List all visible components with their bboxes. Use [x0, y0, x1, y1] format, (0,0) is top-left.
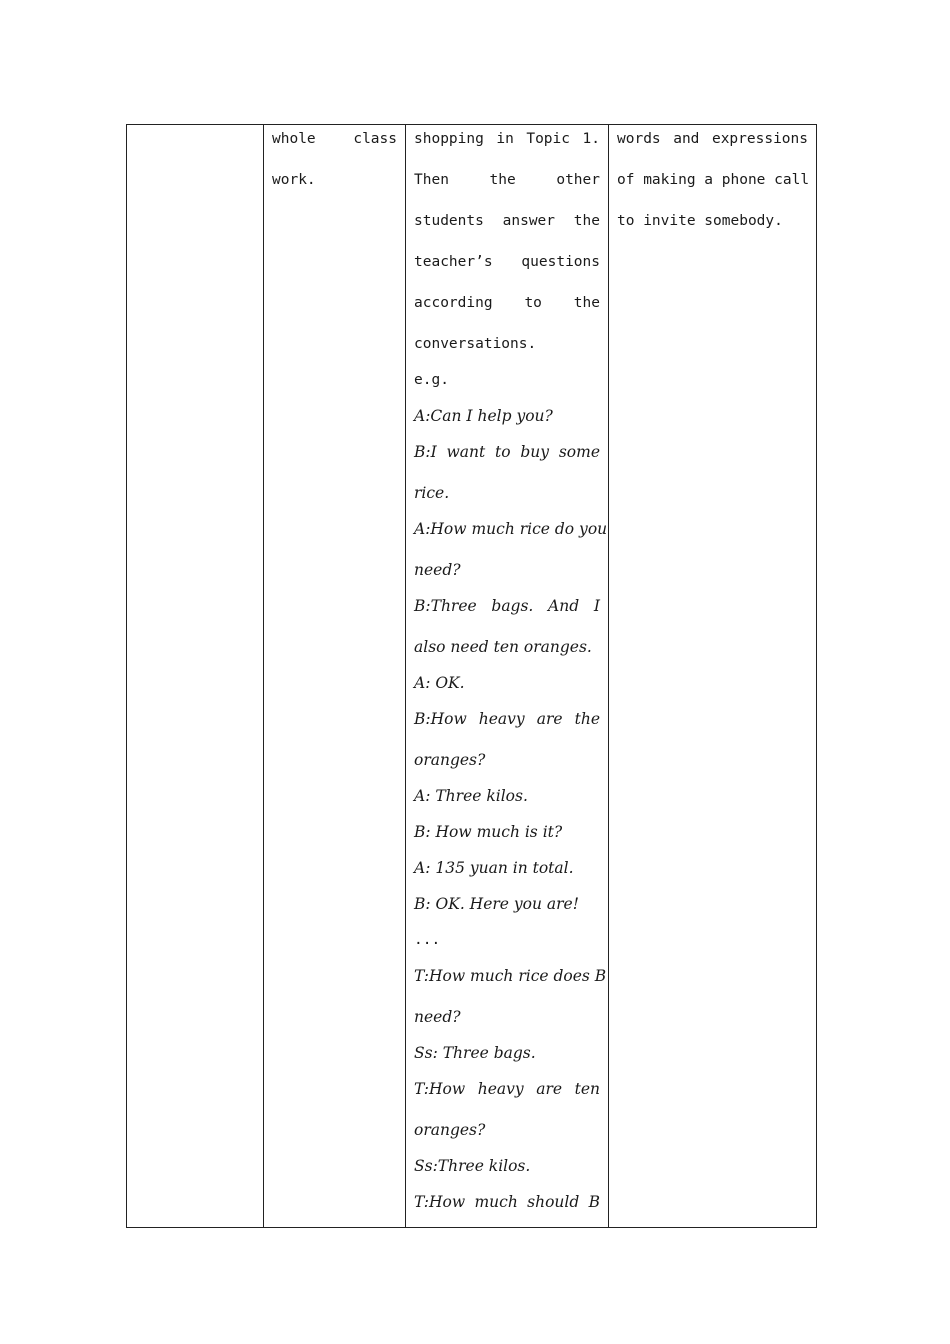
- table-row: [127, 125, 817, 1228]
- dialogue-line: rice.: [414, 484, 450, 502]
- lesson-plan-table: [126, 124, 817, 1228]
- interaction-pattern-cell: [264, 125, 406, 1228]
- activities-cell: [406, 125, 609, 1228]
- dialogue-line: B:Three bags. And I: [414, 597, 600, 615]
- text-line: students answer the: [414, 213, 600, 229]
- dialogue-line: T:How heavy are ten: [414, 1080, 600, 1098]
- dialogue-line: A: OK.: [414, 674, 465, 692]
- purpose-cell: [609, 125, 817, 1228]
- text-line: e.g.: [414, 372, 449, 388]
- dialogue-line: A: 135 yuan in total.: [414, 859, 574, 877]
- dialogue-line: A:How much rice do you: [414, 520, 608, 538]
- text-line: words and expressions: [617, 131, 808, 147]
- dialogue-line: A: Three kilos.: [414, 787, 528, 805]
- dialogue-line: B: OK. Here you are!: [414, 895, 579, 913]
- word: class: [353, 131, 397, 147]
- dialogue-line: Ss: Three bags.: [414, 1044, 536, 1062]
- dialogue-line: also need ten oranges.: [414, 638, 592, 656]
- text-line: teacher’s questions: [414, 254, 600, 270]
- dialogue-line: B: How much is it?: [414, 823, 563, 841]
- dialogue-line: oranges?: [414, 751, 486, 769]
- stage-cell: [127, 125, 264, 1228]
- dialogue-line: T:How much should B: [414, 1193, 600, 1211]
- dialogue-line: Ss:Three kilos.: [414, 1157, 531, 1175]
- text-line: conversations.: [414, 336, 537, 352]
- word: whole: [272, 131, 316, 147]
- dialogue-line: oranges?: [414, 1121, 486, 1139]
- text-line: work.: [272, 172, 316, 188]
- dialogue-line: A:Can I help you?: [414, 407, 553, 425]
- text-line: shopping in Topic 1.: [414, 131, 600, 147]
- text-line: [272, 128, 397, 169]
- dialogue-line: ...: [414, 932, 441, 948]
- dialogue-line: T:How much rice does B: [414, 967, 607, 985]
- text-line: to invite somebody.: [617, 213, 783, 229]
- text-line: according to the: [414, 295, 600, 311]
- dialogue-line: B:How heavy are the: [414, 710, 600, 728]
- text-line: Then the other: [414, 172, 600, 188]
- dialogue-line: B:I want to buy some: [414, 443, 600, 461]
- dialogue-line: need?: [414, 1008, 461, 1026]
- text-line: of making a phone call: [617, 172, 810, 188]
- dialogue-line: need?: [414, 561, 461, 579]
